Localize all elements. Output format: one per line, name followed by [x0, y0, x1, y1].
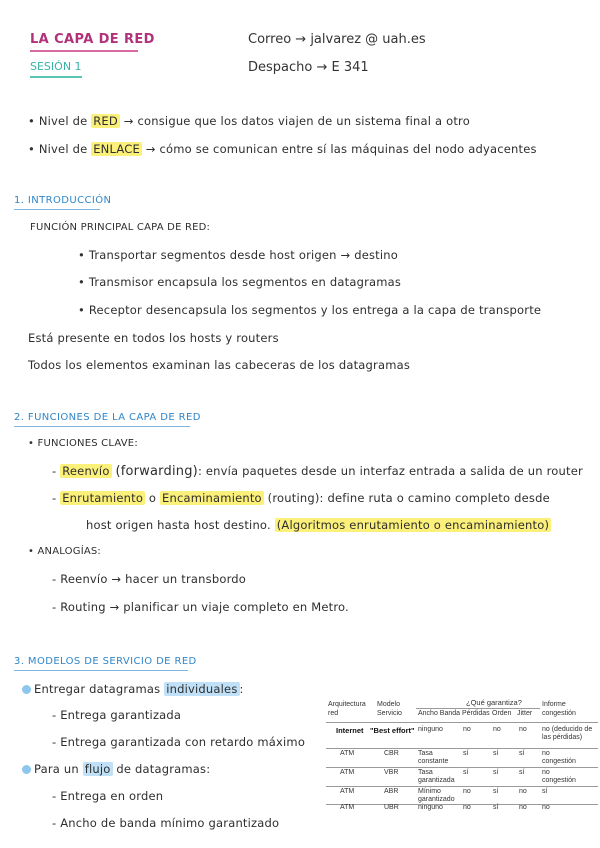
- bullet-dot: •: [28, 438, 35, 449]
- col-congestion: Informe congestión: [542, 701, 576, 717]
- dash: -: [52, 735, 57, 749]
- bullet-dot: •: [28, 114, 35, 128]
- item-text: Ancho de banda mínimo garantizado: [60, 816, 280, 830]
- cell-congestion: no (deducido de las pérdidas): [542, 726, 593, 741]
- group-header: ¿Qué garantiza?: [466, 698, 522, 707]
- intro-line-red: [28, 114, 470, 128]
- highlight-enlace: ENLACE: [93, 142, 140, 156]
- cell-jitter: no: [519, 726, 527, 733]
- blue-bullet-icon: [22, 685, 31, 694]
- cell-loss: no: [463, 726, 471, 733]
- analogy-2: [52, 600, 349, 614]
- key-functions-label: [28, 438, 138, 449]
- highlight-reenvio: Reenvío: [62, 464, 110, 478]
- cell-bandwidth: ninguno: [418, 804, 443, 811]
- service-bullet-1-item-1: [52, 708, 181, 722]
- highlight-flujo: flujo: [84, 762, 111, 776]
- col-service-model: Modelo Servicio: [377, 701, 402, 717]
- highlight-algoritmos: (Algoritmos enrutamiento o encaminamiento): [276, 518, 550, 532]
- section-3-heading: 3. MODELOS DE SERVICIO DE RED: [14, 656, 197, 667]
- cell-service: CBR: [384, 750, 399, 757]
- dash: -: [52, 816, 57, 830]
- bullet-dot: •: [78, 248, 85, 262]
- cell-jitter: no: [519, 788, 527, 795]
- forwarding-text: : envía paquetes desde un interfaz entrada a salida de un router: [197, 464, 583, 478]
- cell-order: no: [493, 726, 501, 733]
- header-rule: [326, 722, 598, 723]
- section-1-underline: [14, 209, 100, 210]
- highlight-individuales: individuales: [166, 682, 238, 696]
- col-bandwidth: Ancho Banda: [418, 710, 461, 717]
- dash: -: [52, 572, 57, 586]
- col-architecture: Arquitectura red: [328, 701, 366, 717]
- cell-architecture: ATM: [340, 769, 355, 776]
- cell-loss: sí: [463, 750, 469, 757]
- intro-red-prefix: Nivel de: [38, 114, 88, 128]
- cell-loss: no: [463, 804, 471, 811]
- cell-jitter: no: [519, 804, 527, 811]
- cell-architecture: ATM: [340, 804, 355, 811]
- cell-service: VBR: [384, 769, 399, 776]
- dash: -: [52, 708, 57, 722]
- item-text: Entrega en orden: [60, 789, 164, 803]
- cell-congestion: sí: [542, 788, 548, 795]
- cell-service: UBR: [384, 804, 399, 811]
- cell-order: sí: [493, 769, 499, 776]
- cell-bandwidth: ninguno: [418, 726, 443, 733]
- section-1-heading: 1. INTRODUCCIÓN: [14, 195, 112, 206]
- routing-or: o: [148, 491, 157, 505]
- analogies-label: [28, 546, 101, 557]
- forwarding-line: [52, 464, 583, 479]
- cell-order: sí: [493, 804, 499, 811]
- service-bullet-2: [22, 762, 210, 776]
- forwarding-paren: (forwarding): [115, 464, 198, 479]
- section-1-subtitle: FUNCIÓN PRINCIPAL CAPA DE RED:: [30, 222, 211, 233]
- intro-enlace-prefix: Nivel de: [38, 142, 88, 156]
- bullet-dot: •: [28, 142, 35, 156]
- cell-loss: no: [463, 788, 471, 795]
- col-order: Orden: [492, 710, 512, 717]
- routing-text: : define ruta o camino completo desde: [319, 491, 550, 505]
- section-1-note-2: Todos los elementos examinan las cabeceras de los datagramas: [28, 358, 411, 372]
- cell-loss: sí: [463, 769, 469, 776]
- bullet-2-prefix: Para un: [34, 762, 79, 776]
- highlight-red: RED: [93, 114, 118, 128]
- cell-order: sí: [493, 750, 499, 757]
- section-1-item-3: [78, 303, 541, 317]
- intro-red-text: → consigue que los datos viajen de un sistema final a otro: [123, 114, 470, 128]
- row-rule: [326, 786, 598, 787]
- group-header-rule: [416, 708, 540, 709]
- cell-jitter: sí: [519, 750, 525, 757]
- bullet-dot: •: [78, 303, 85, 317]
- dash: -: [52, 491, 57, 505]
- cell-architecture: Internet: [336, 726, 364, 735]
- dash: -: [52, 789, 57, 803]
- section-2-heading: 2. FUNCIONES DE LA CAPA DE RED: [14, 412, 201, 423]
- dash: -: [52, 600, 57, 614]
- title-underline: [30, 50, 138, 52]
- routing-paren: (routing): [267, 491, 320, 505]
- highlight-enrutamiento: Enrutamiento: [62, 491, 144, 505]
- row-rule: [326, 804, 598, 805]
- service-bullet-2-item-2: [52, 816, 279, 830]
- section-1-item-2: [78, 275, 401, 289]
- service-bullet-2-item-1: [52, 789, 163, 803]
- analogy-2-text: Routing → planificar un viaje completo en Metro.: [60, 600, 349, 614]
- cell-congestion: no congestión: [542, 750, 576, 765]
- cell-service: "Best effort": [370, 726, 415, 735]
- cell-bandwidth: Tasa garantizada: [418, 769, 455, 784]
- office-line: Despacho → E 341: [248, 60, 369, 75]
- routing-line-2: [86, 518, 551, 532]
- item-text: Entrega garantizada con retardo máximo: [60, 735, 306, 749]
- section-1-item-1: [78, 248, 398, 262]
- row-rule: [326, 767, 598, 768]
- row-rule: [326, 748, 598, 749]
- analogies-label-text: ANALOGÍAS:: [37, 546, 102, 557]
- intro-enlace-text: → cómo se comunican entre sí las máquinas del nodo adyacentes: [145, 142, 537, 156]
- col-loss: Pérdidas: [462, 710, 490, 717]
- analogy-1-text: Reenvío → hacer un transbordo: [60, 572, 247, 586]
- session-underline: [30, 76, 82, 78]
- cell-jitter: sí: [519, 769, 525, 776]
- dash: -: [52, 464, 57, 478]
- blue-bullet-icon: [22, 765, 31, 774]
- intro-line-enlace: [28, 142, 537, 156]
- key-label-text: FUNCIONES CLAVE:: [37, 438, 138, 449]
- section-2-underline: [14, 426, 190, 427]
- item-text: Entrega garantizada: [60, 708, 182, 722]
- bullet-1-suffix: :: [239, 682, 244, 696]
- session-label: SESIÓN 1: [30, 60, 82, 73]
- email-line: Correo → jalvarez @ uah.es: [248, 32, 426, 47]
- service-bullet-1: [22, 682, 244, 696]
- bullet-dot: •: [28, 546, 35, 557]
- bullet-2-suffix: de datagramas:: [116, 762, 211, 776]
- cell-service: ABR: [384, 788, 399, 795]
- item-text: Transmisor encapsula los segmentos en datagramas: [88, 275, 402, 289]
- bullet-1-prefix: Entregar datagramas: [34, 682, 161, 696]
- cell-bandwidth: Tasa constante: [418, 750, 449, 765]
- item-text: Transportar segmentos desde host origen → destino: [88, 248, 399, 262]
- routing-line: [52, 491, 550, 505]
- routing-text-2: host origen hasta host destino.: [86, 518, 271, 532]
- cell-bandwidth: Mínimo garantizado: [418, 788, 455, 803]
- section-3-underline: [14, 670, 188, 671]
- cell-congestion: no: [542, 804, 550, 811]
- item-text: Receptor desencapsula los segmentos y los entrega a la capa de transporte: [88, 303, 542, 317]
- analogy-1: [52, 572, 246, 586]
- page-title: LA CAPA DE RED: [30, 32, 155, 47]
- bullet-dot: •: [78, 275, 85, 289]
- highlight-encaminamiento: Encaminamiento: [162, 491, 262, 505]
- cell-congestion: no congestión: [542, 769, 576, 784]
- cell-architecture: ATM: [340, 750, 355, 757]
- section-1-note-1: Está presente en todos los hosts y routers: [28, 331, 279, 345]
- cell-order: sí: [493, 788, 499, 795]
- service-bullet-1-item-2: [52, 735, 305, 749]
- service-models-table: [326, 694, 598, 814]
- cell-architecture: ATM: [340, 788, 355, 795]
- col-jitter: Jitter: [517, 710, 533, 717]
